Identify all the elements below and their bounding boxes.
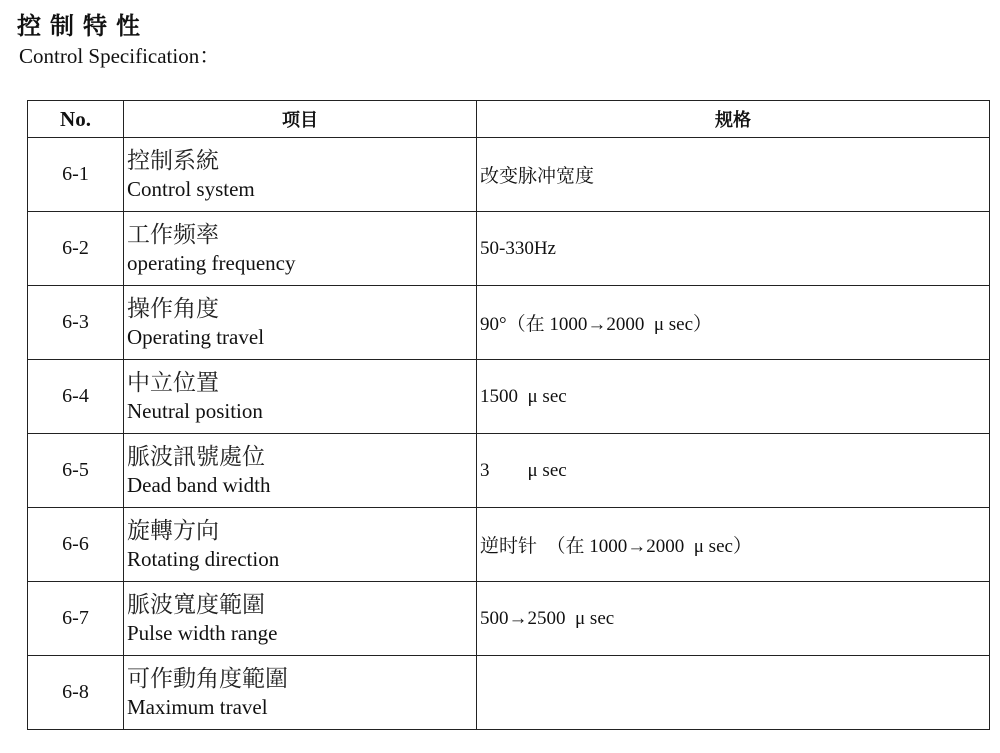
- header-no: No.: [28, 101, 124, 138]
- row-item: [124, 360, 477, 434]
- table-row: [28, 434, 990, 508]
- page-subtitle: Control Specification：: [19, 44, 221, 68]
- row-spec: 1500 μ sec: [477, 360, 990, 434]
- item-chinese: 脈波寬度範圍: [127, 592, 265, 618]
- table-header-row: [28, 101, 990, 138]
- row-number: 6-3: [28, 286, 124, 360]
- table-row: [28, 360, 990, 434]
- row-number: 6-8: [28, 656, 124, 730]
- table-row: [28, 508, 990, 582]
- item-english: Control system: [127, 176, 255, 201]
- page-title: 控制特性: [17, 12, 149, 40]
- item-english: Maximum travel: [127, 694, 268, 719]
- item-english: Operating travel: [127, 324, 265, 349]
- header-item: 项目: [124, 101, 477, 138]
- item-english: Neutral position: [127, 398, 263, 423]
- item-chinese: 操作角度: [127, 296, 219, 322]
- row-number: 6-1: [28, 138, 124, 212]
- item-chinese: 可作動角度範圍: [127, 666, 288, 692]
- row-spec: 3 μ sec: [477, 434, 990, 508]
- table-row: [28, 286, 990, 360]
- item-english: operating frequency: [127, 250, 296, 275]
- row-item: [124, 286, 477, 360]
- table-row: [28, 656, 990, 730]
- row-number: 6-2: [28, 212, 124, 286]
- table-row: [28, 138, 990, 212]
- header-spec: 规格: [477, 101, 990, 138]
- row-spec: 改变脉冲宽度: [477, 138, 990, 212]
- row-spec: [477, 656, 990, 730]
- item-chinese: 旋轉方向: [127, 518, 219, 544]
- row-spec: 500→2500 μ sec: [477, 582, 990, 656]
- table-row: [28, 582, 990, 656]
- item-chinese: 脈波訊號處位: [127, 444, 265, 470]
- row-item: [124, 508, 477, 582]
- row-spec: 50-330Hz: [477, 212, 990, 286]
- row-spec: 逆时针 （在 1000→2000 μ sec）: [477, 508, 990, 582]
- row-item: [124, 138, 477, 212]
- item-chinese: 中立位置: [127, 370, 219, 396]
- row-item: [124, 212, 477, 286]
- row-spec: 90°（在 1000→2000 μ sec）: [477, 286, 990, 360]
- item-english: Dead band width: [127, 472, 271, 497]
- row-item: [124, 656, 477, 730]
- row-number: 6-7: [28, 582, 124, 656]
- row-number: 6-4: [28, 360, 124, 434]
- row-number: 6-6: [28, 508, 124, 582]
- table-row: [28, 212, 990, 286]
- row-item: [124, 582, 477, 656]
- spec-table: [27, 100, 990, 730]
- item-chinese: 工作频率: [127, 222, 219, 248]
- item-chinese: 控制系統: [127, 148, 219, 174]
- item-english: Rotating direction: [127, 546, 280, 571]
- item-english: Pulse width range: [127, 620, 278, 645]
- row-item: [124, 434, 477, 508]
- row-number: 6-5: [28, 434, 124, 508]
